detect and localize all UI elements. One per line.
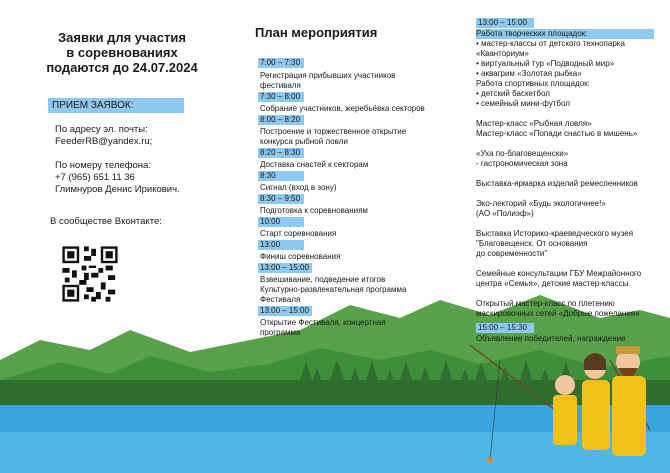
schedule-time: 8:30 – 9:50: [258, 194, 304, 204]
schedule-text: конкурса рыбной ловли: [260, 137, 348, 146]
activity-line: [476, 289, 654, 299]
activity-line: [476, 169, 654, 179]
activity-line: Работа спортивных площадок:: [476, 79, 590, 88]
schedule-text: Собрание участников, жеребьёвка секторов: [260, 104, 425, 113]
right-activities-list: [476, 29, 654, 319]
applications-deadline-headline: [22, 30, 222, 75]
activity-line: Открытый мастер-класс по плетению: [476, 299, 615, 308]
activity-line: «Кванториум»: [476, 49, 529, 58]
phone-label: По номеру телефона:: [55, 160, 151, 171]
schedule-text: Финиш соревнования: [260, 252, 341, 261]
schedule-text: Регистрация прибывших участников: [260, 71, 396, 80]
activity-line: [476, 109, 654, 119]
schedule-text: Доставка снастей к секторам: [260, 160, 369, 169]
email-link[interactable]: FeederRB@yandex.ru;: [55, 136, 153, 147]
activity-line: Мастер-класс «Попади снастью в мишень»: [476, 129, 638, 138]
schedule-text: Открытие Фестиваля, концертная: [260, 318, 386, 327]
schedule-text: Старт соревнования: [260, 229, 337, 238]
activity-line: до современности": [476, 249, 548, 258]
activity-line: [476, 219, 654, 229]
plan-title: План мероприятия: [255, 25, 378, 40]
vk-label: В сообществе Вконтакте:: [50, 216, 162, 227]
schedule-text: Подготовка к соревнованиям: [260, 206, 368, 215]
schedule-time: 10:00: [258, 217, 304, 227]
schedule-time: 8:00 – 8:20: [258, 115, 304, 125]
schedule-text: программа: [260, 328, 301, 337]
schedule-time: 13:00: [258, 240, 304, 250]
activity-line: • виртуальный тур «Подводный мир»: [476, 59, 615, 68]
schedule-text: Построение и торжественное открытие: [260, 127, 407, 136]
right-time-1: 13:00 – 15:00: [476, 18, 534, 28]
qr-code[interactable]: [60, 244, 120, 304]
schedule-time: 13:00 – 15:00: [258, 306, 312, 316]
activity-line: • мастер-классы от детского технопарка: [476, 39, 625, 48]
schedule-item: [260, 160, 430, 170]
schedule-time: 7:00 – 7:30: [258, 58, 304, 68]
schedule-item: [260, 127, 430, 147]
activity-line: Работа творческих площадок:: [476, 29, 654, 39]
schedule-item: [260, 206, 430, 216]
activity-line: Выставка Историко-краеведческого музея: [476, 229, 634, 238]
activity-line: центра «Семья», детские мастер-классы: [476, 279, 629, 288]
schedule-time: 8:20 – 8:30: [258, 148, 304, 158]
activity-line: Выставка-ярмарка изделий ремесленников: [476, 179, 638, 188]
activity-line: • семейный мини-футбол: [476, 99, 570, 108]
activity-line: • детский баскетбол: [476, 89, 550, 98]
schedule-time: 13:00 – 15:00: [258, 263, 312, 273]
activity-line: Мастер-класс «Рыбная ловля»: [476, 119, 592, 128]
schedule-item: [260, 71, 430, 91]
headline-line-3: подаются до 24.07.2024: [46, 60, 198, 75]
contact-name: Глимнуров Денис Ирикович.: [55, 184, 180, 195]
email-label: По адресу эл. почты:: [55, 124, 148, 135]
schedule-time: 7:30 – 8:00: [258, 92, 304, 102]
activity-line: маскировочных сетей «Добрые пожелания»: [476, 309, 640, 318]
activity-line: «Уха по-благовещенски»: [476, 149, 569, 158]
right-time-2: 15:00 – 15:30: [476, 323, 534, 333]
activity-line: Семейные консультации ГБУ Межрайонного: [476, 269, 642, 278]
schedule-item: [260, 318, 430, 338]
schedule-text: Взвешивание, подведение итогов: [260, 275, 386, 284]
applications-badge: ПРИЕМ ЗАЯВОК:: [48, 98, 184, 113]
schedule-text: фестиваля: [260, 81, 301, 90]
awards-text: Объявление победителей, награждение: [476, 334, 626, 343]
activity-line: Эко-лекторий «Будь экологичнее!»: [476, 199, 606, 208]
schedule-item: [260, 252, 430, 262]
schedule-text: Фестиваля: [260, 295, 301, 304]
schedule-item: [260, 275, 430, 305]
schedule-item: [260, 183, 430, 193]
activity-line: [476, 139, 654, 149]
schedule-item: [260, 104, 430, 114]
schedule-time: 8:30: [258, 171, 304, 181]
activity-line: (АО «Полиэф»): [476, 209, 534, 218]
schedule-item: [260, 229, 430, 239]
activity-line: "Благовещенск. От основания: [476, 239, 588, 248]
schedule-text: Культурно-развлекательная программа: [260, 285, 407, 294]
activity-line: [476, 259, 654, 269]
headline-line-1: Заявки для участия: [58, 30, 186, 45]
activity-line: • аквагрим «Золотая рыбка»: [476, 69, 582, 78]
headline-line-2: в соревнованиях: [66, 45, 178, 60]
schedule-text: Сигнал (вход в зону): [260, 183, 337, 192]
phone-number[interactable]: +7 (965) 651 11 36: [55, 172, 135, 183]
activity-line: - гастрономическая зона: [476, 159, 568, 168]
activity-line: [476, 189, 654, 199]
